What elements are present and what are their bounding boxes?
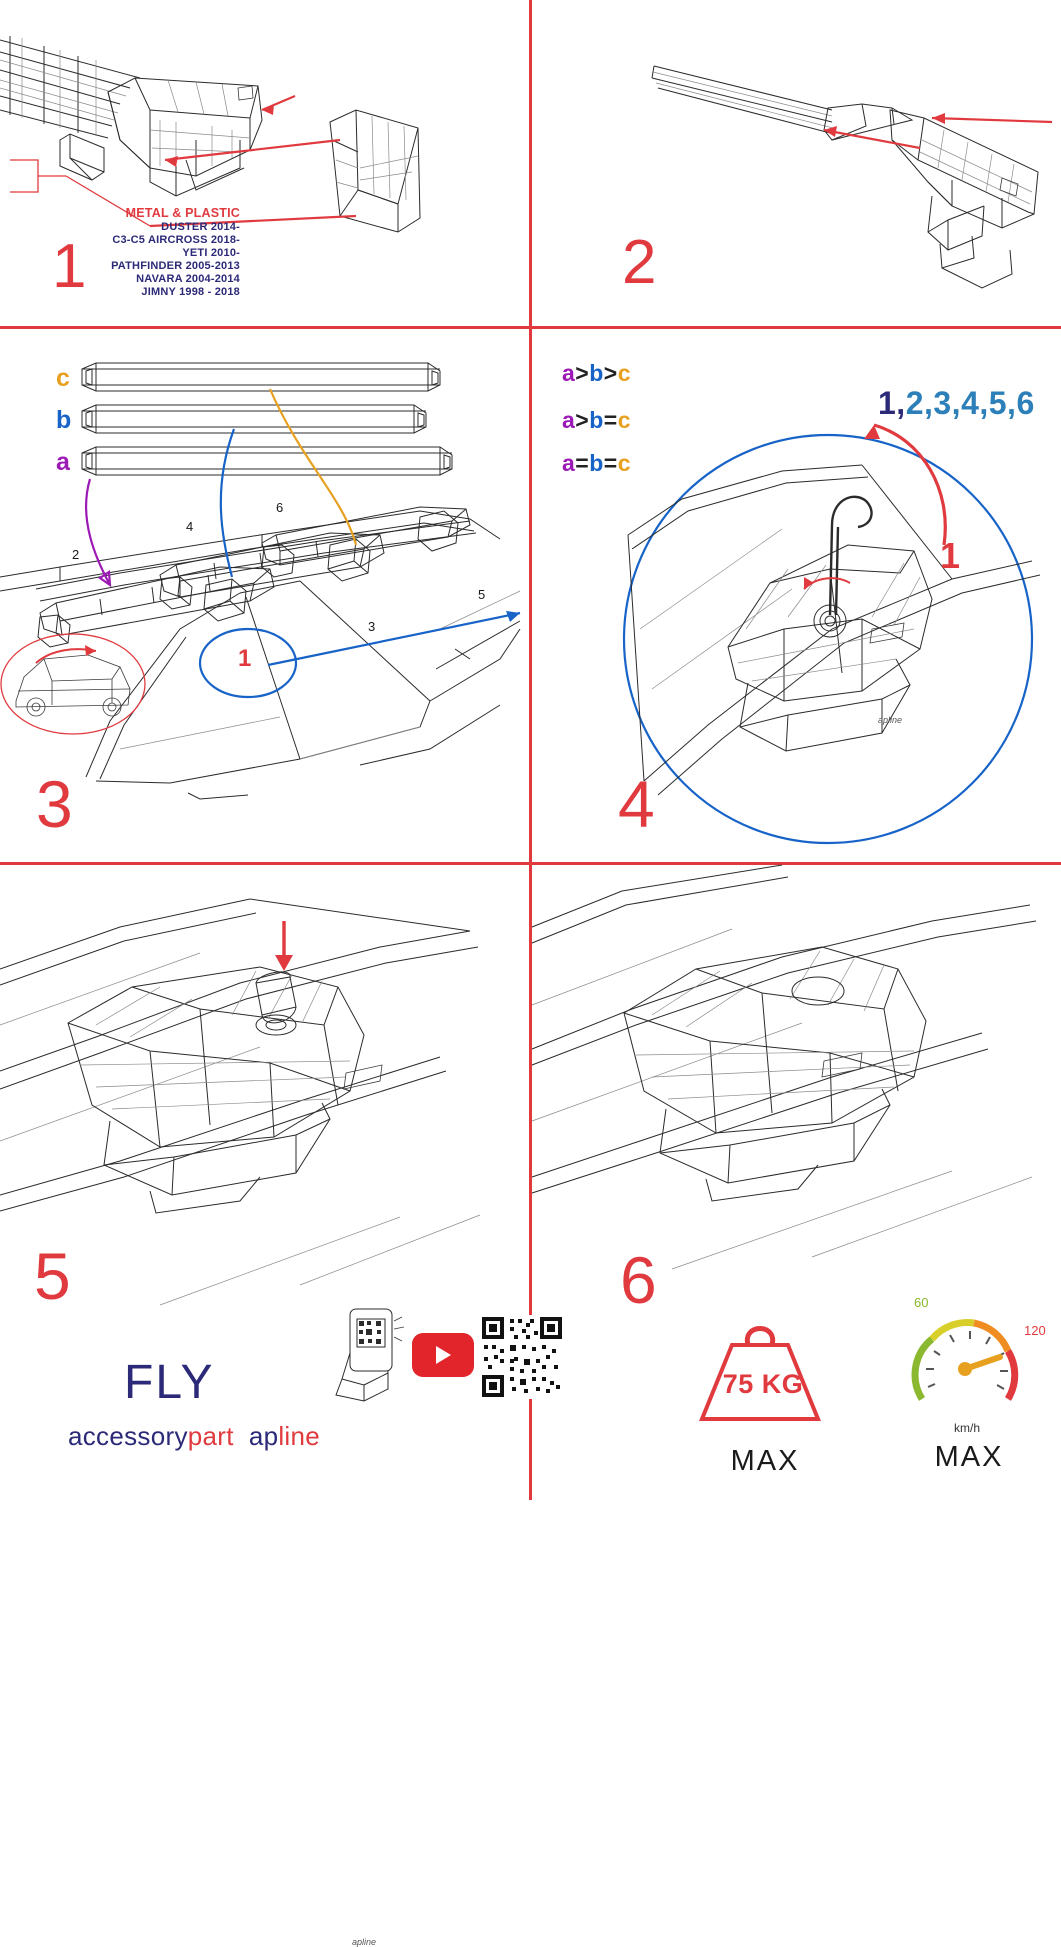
point-label-3: 3 <box>368 619 376 634</box>
tagline-accessory: accessory <box>68 1421 188 1451</box>
step-3-bolt-callout: 1 <box>238 645 252 672</box>
step-3-number: 3 <box>36 767 73 841</box>
eq3-right: c <box>617 450 632 476</box>
speed-high-label: 120 <box>1024 1323 1046 1338</box>
eq3-left: a <box>562 450 576 476</box>
vehicle-row: PATHFINDER 2005-2013 <box>111 259 240 272</box>
eq1-mid: b <box>589 360 604 386</box>
speed-unit-label: km/h <box>953 1421 980 1435</box>
brand-tagline <box>68 1421 320 1452</box>
scan-qr-phone-icon <box>330 1305 410 1405</box>
step-2-panel <box>532 0 1061 326</box>
step-5-number: 5 <box>34 1239 71 1313</box>
step-6-number: 6 <box>620 1243 657 1317</box>
step-1-vehicle-list <box>40 206 240 299</box>
max-load-label: MAX <box>730 1445 800 1477</box>
step-1-number: 1 <box>52 232 87 301</box>
eq1-left: a <box>562 360 576 386</box>
step-2-number: 2 <box>622 228 657 297</box>
step-1-panel <box>0 0 529 326</box>
point-label-5: 5 <box>478 587 486 602</box>
eq2-mid: b <box>589 407 604 433</box>
eq2-op1: > <box>575 407 590 433</box>
step-4-panel <box>532 329 1061 862</box>
metal-plastic-header: METAL & PLASTIC <box>125 206 240 220</box>
point-label-4: 4 <box>186 519 194 534</box>
max-load-value: 75 KG <box>722 1369 804 1399</box>
eq2-right: c <box>617 407 632 433</box>
sequence-rest: 2,3,4,5,6 <box>905 385 1035 421</box>
tagline-ap: ap <box>248 1421 279 1451</box>
vehicle-row: JIMNY 1998 - 2018 <box>141 285 240 298</box>
vehicle-row: NAVARA 2004-2014 <box>136 272 240 285</box>
apline-logo-step4: apline <box>878 715 903 725</box>
youtube-icon[interactable] <box>412 1333 474 1377</box>
step-2-illustration <box>532 0 1061 326</box>
bar-label-b: b <box>56 406 72 434</box>
step-5-illustration <box>0 865 529 1325</box>
eq2-left: a <box>562 407 576 433</box>
step-6-panel <box>532 865 1061 1500</box>
eq3-mid: b <box>589 450 604 476</box>
step-4-bolt-callout: 1 <box>940 535 961 576</box>
eq3-op2: = <box>603 450 618 476</box>
eq2-op2: = <box>603 407 618 433</box>
step-5-panel <box>0 865 529 1947</box>
max-speed-label: MAX <box>934 1441 1004 1473</box>
vehicle-row: C3-C5 AIRCROSS 2018- <box>112 233 240 246</box>
speed-low-label: 60 <box>914 1295 929 1310</box>
step-6-illustration <box>532 865 1061 1285</box>
step-3-illustration <box>0 329 529 862</box>
bar-label-a: a <box>56 448 70 476</box>
sequence-prefix: 1, <box>878 385 906 421</box>
eq1-op2: > <box>603 360 618 386</box>
tagline-line: line <box>278 1421 321 1451</box>
eq1-right: c <box>617 360 632 386</box>
step-4-sequence <box>878 385 1035 422</box>
vehicle-row: DUSTER 2014- <box>161 220 240 233</box>
product-name: FLY <box>124 1356 215 1409</box>
eq1-op1: > <box>575 360 590 386</box>
vehicle-row: YETI 2010- <box>182 246 240 259</box>
eq3-op1: = <box>575 450 590 476</box>
tagline-part: part <box>187 1421 234 1451</box>
bar-label-c: c <box>56 364 70 392</box>
max-speed-gauge-icon <box>904 1303 1030 1429</box>
step-3-panel <box>0 329 529 862</box>
point-label-6: 6 <box>276 500 284 515</box>
point-label-2: 2 <box>72 547 80 562</box>
step-4-number: 4 <box>618 767 655 841</box>
apline-logo-step5: apline <box>352 1937 377 1947</box>
